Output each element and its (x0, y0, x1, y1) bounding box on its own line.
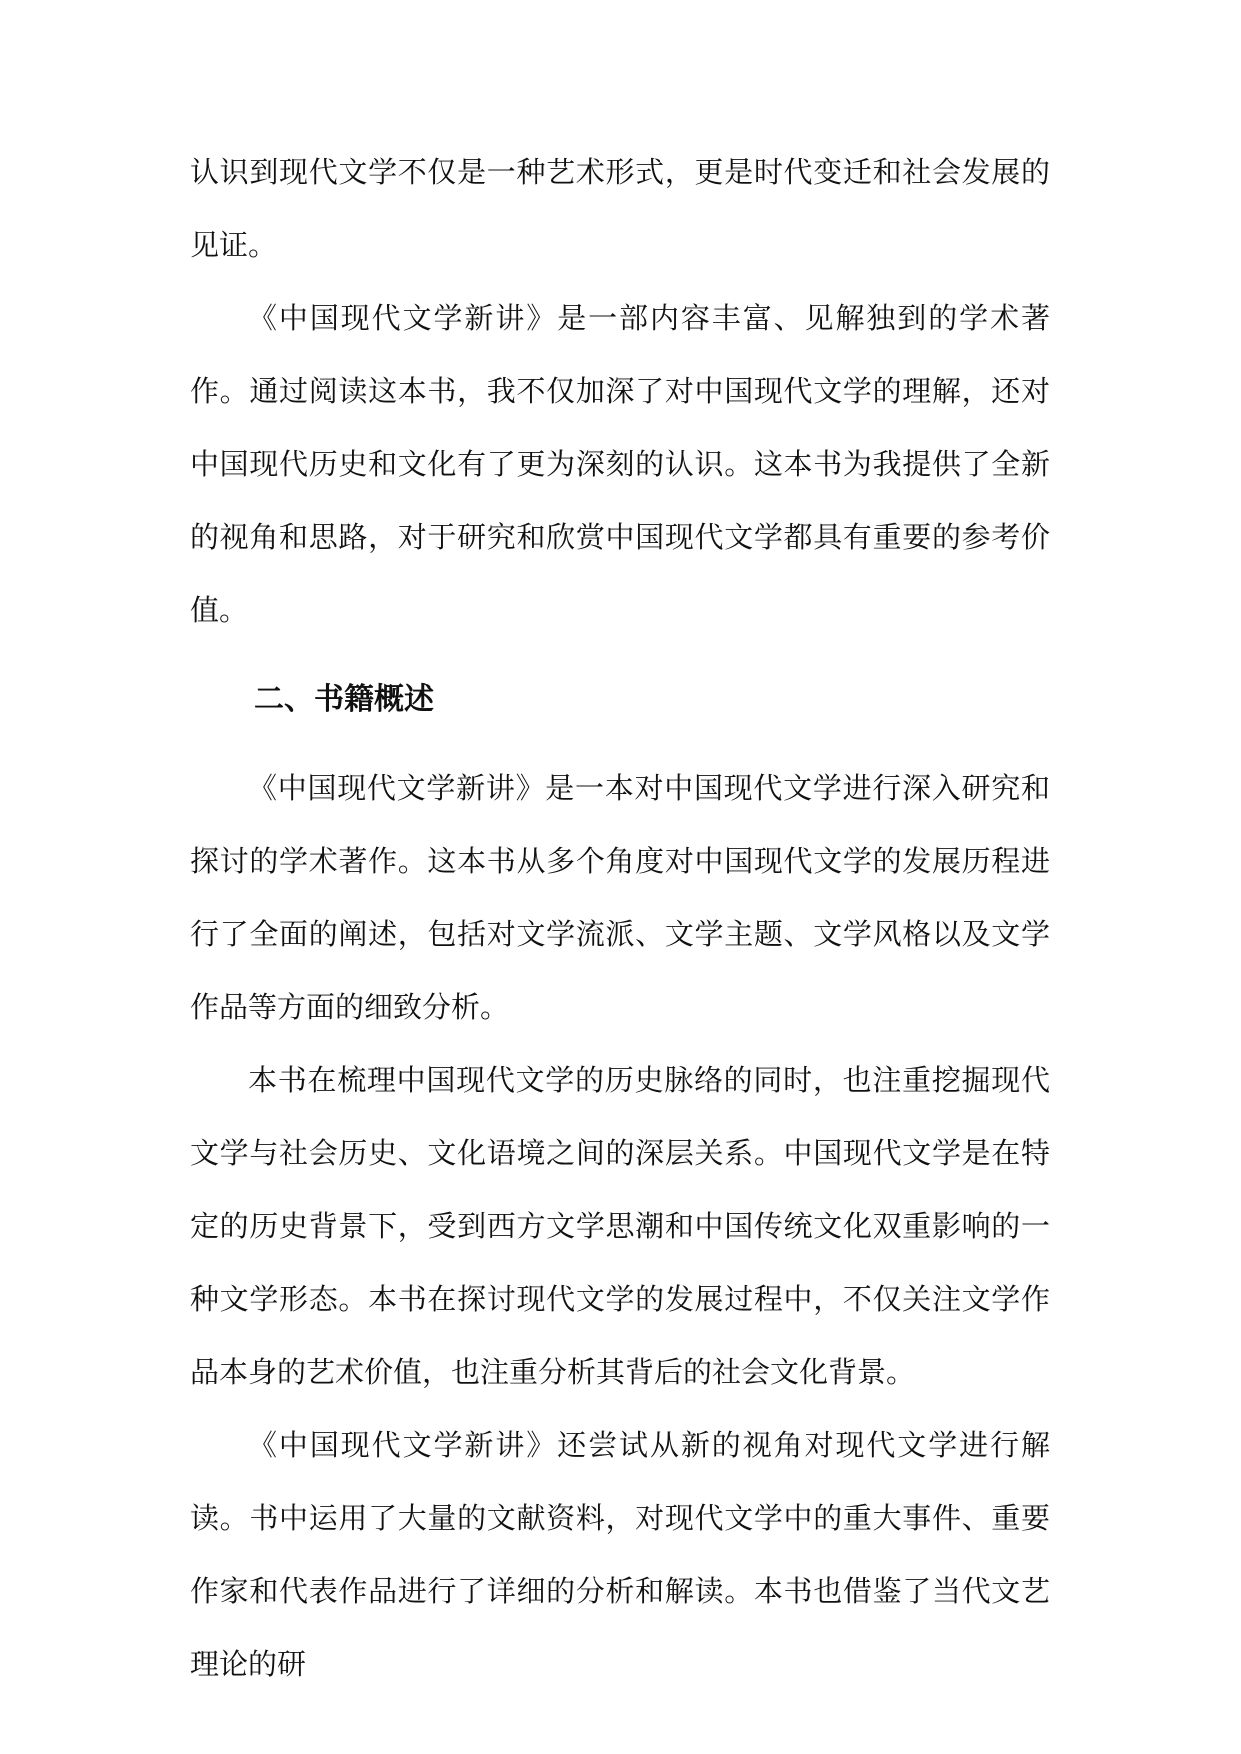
section-heading: 二、书籍概述 (254, 682, 434, 717)
paragraph-book-summary: 《中国现代文学新讲》是一部内容丰富、见解独到的学术著作。通过阅读这本书，我不仅加深了对中国现代文学的理解，还对中国现代历史和文化有了更为深刻的认识。这本书为我提供了全新的视角和思路，对于研究和欣赏中国现代文学都具有重要的参考价值。 (190, 301, 1050, 627)
paragraph-new-perspective: 《中国现代文学新讲》还尝试从新的视角对现代文学进行解读。书中运用了大量的文献资料，对现代文学中的重大事件、重要作家和代表作品进行了详细的分析和解读。本书也借鉴了当代文艺理论的研 (190, 1428, 1050, 1681)
paragraph-overview: 《中国现代文学新讲》是一本对中国现代文学进行深入研究和探讨的学术著作。这本书从多个角度对中国现代文学的发展历程进行了全面的阐述，包括对文学流派、文学主题、文学风格以及文学作品等方面的细致分析。 (190, 771, 1050, 1024)
paragraph-history-context: 本书在梳理中国现代文学的历史脉络的同时，也注重挖掘现代文学与社会历史、文化语境之间的深层关系。中国现代文学是在特定的历史背景下，受到西方文学思潮和中国传统文化双重影响的一种文学形态。本书在探讨现代文学的发展过程中，不仅关注文学作品本身的艺术价值，也注重分析其背后的社会文化背景。 (190, 1063, 1050, 1389)
paragraph-continued: 认识到现代文学不仅是一种艺术形式，更是时代变迁和社会发展的见证。 (190, 155, 1050, 262)
document-body (190, 136, 1050, 1701)
